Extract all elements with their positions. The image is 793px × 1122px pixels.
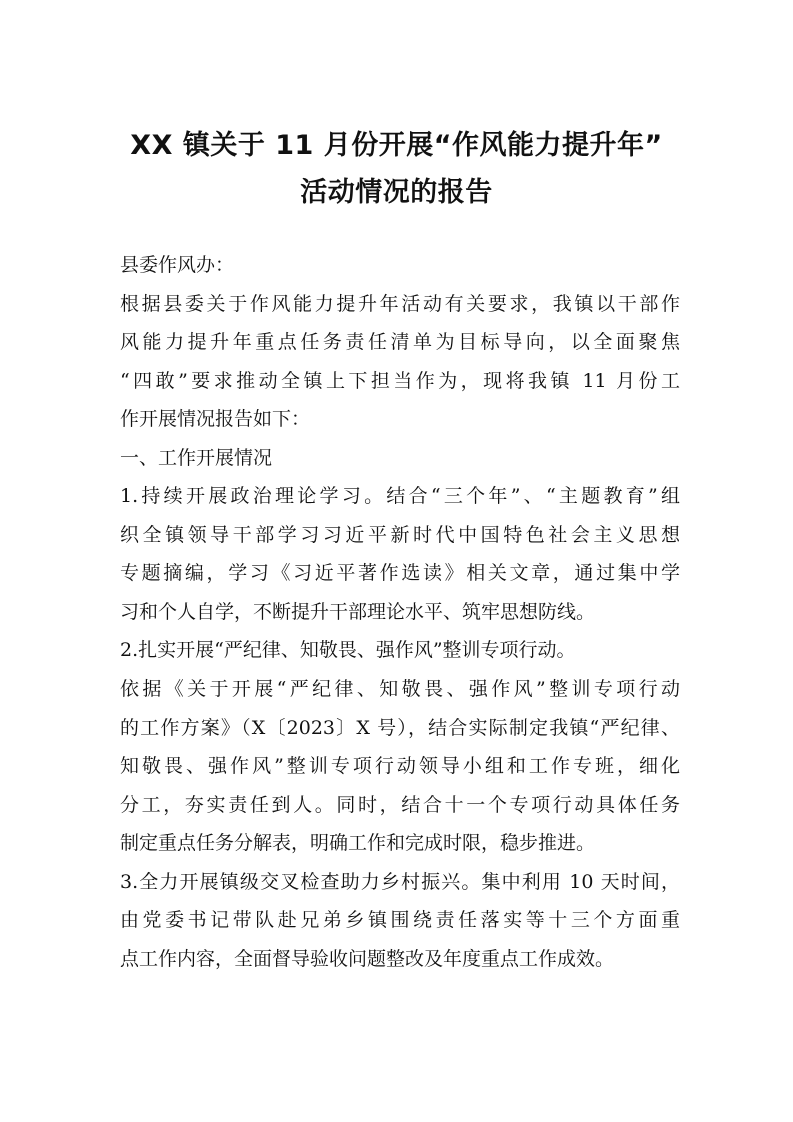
report-title-line-1: XX 镇关于 11 月份开展“作风能力提升年”: [130, 130, 663, 161]
report-title-line-2: 活动情况的报告: [300, 177, 493, 208]
paragraph-line: 依据《关于开展“严纪律、知敬畏、强作风”整训专项行动: [120, 678, 680, 701]
paragraph-line: 专题摘编，学习《习近平著作选读》相关文章，通过集中学: [120, 562, 680, 585]
paragraph-line: 知敬畏、强作风”整训专项行动领导小组和工作专班，细化: [120, 755, 680, 778]
salutation: 县委作风办：: [120, 254, 235, 276]
paragraph-line: 织全镇领导干部学习习近平新时代中国特色社会主义思想: [120, 523, 680, 546]
section-heading: 一、工作开展情况: [120, 446, 273, 469]
paragraph-line: 3.全力开展镇级交叉检查助力乡村振兴。集中利用 10 天时间，: [120, 870, 680, 893]
paragraph-line: 2.扎实开展“严纪律、知敬畏、强作风”整训专项行动。: [120, 639, 576, 662]
paragraph-line: 习和个人自学，不断提升干部理论水平、筑牢思想防线。: [120, 600, 596, 623]
paragraph-line: 风能力提升年重点任务责任清单为目标导向，以全面聚焦: [120, 331, 680, 354]
paragraph-line: 1.持续开展政治理论学习。结合“三个年”、“主题教育”组: [120, 485, 680, 508]
report-body: [120, 246, 680, 978]
paragraph-line: “四敢”要求推动全镇上下担当作为，现将我镇 11 月份工: [120, 369, 680, 392]
paragraph-line: 根据县委关于作风能力提升年活动有关要求，我镇以干部作: [120, 292, 680, 315]
paragraph-line: 的工作方案》（X〔2023〕X 号），结合实际制定我镇“严纪律、: [120, 716, 680, 739]
paragraph-line: 制定重点任务分解表，明确工作和完成时限，稳步推进。: [120, 832, 596, 855]
paragraph-line: 作开展情况报告如下：: [120, 408, 311, 431]
paragraph-line: 分工，夯实责任到人。同时，结合十一个专项行动具体任务: [120, 793, 680, 816]
paragraph-line: 点工作内容，全面督导验收问题整改及年度重点工作成效。: [120, 947, 615, 970]
paragraph-line: 由党委书记带队赴兄弟乡镇围绕责任落实等十三个方面重: [120, 909, 680, 932]
